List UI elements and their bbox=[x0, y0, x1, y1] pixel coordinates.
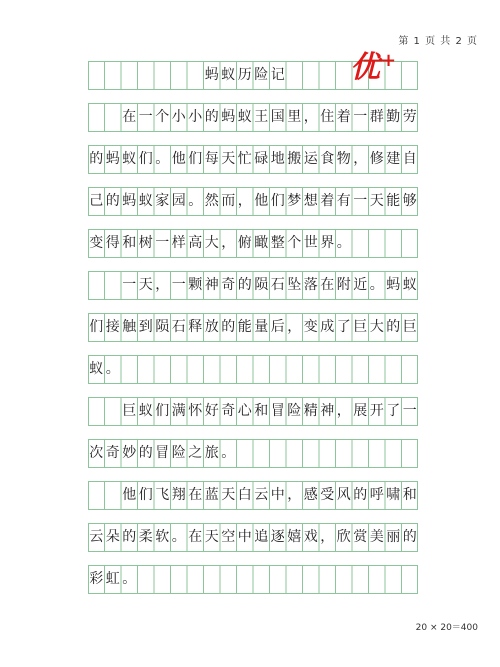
grid-char: 勤 bbox=[386, 109, 401, 125]
text-line bbox=[88, 481, 418, 509]
text-line bbox=[88, 397, 418, 425]
grid-char: 中 bbox=[270, 487, 285, 503]
grid-char: 小 bbox=[171, 109, 186, 125]
grid-char: 风 bbox=[336, 487, 351, 503]
grid-char: ， bbox=[287, 319, 302, 335]
grid-char: 陨 bbox=[155, 319, 170, 335]
grid-char: 蚁 bbox=[138, 193, 153, 209]
grid-char: 得 bbox=[105, 235, 120, 251]
grid-char: 奇 bbox=[221, 403, 236, 419]
grid-char: 之 bbox=[188, 445, 203, 461]
grid-char: 运 bbox=[303, 151, 318, 167]
grid-char: 王 bbox=[254, 109, 269, 125]
grid-char: 们 bbox=[138, 487, 153, 503]
grid-char: 了 bbox=[336, 319, 351, 335]
grid-char: 物 bbox=[336, 151, 351, 167]
grid-char: 。 bbox=[171, 529, 186, 545]
grid-char: 蚁 bbox=[138, 403, 153, 419]
grid-char: 神 bbox=[204, 277, 219, 293]
grid-char: 巨 bbox=[353, 319, 368, 335]
grid-char: 们 bbox=[188, 151, 203, 167]
grid-char: 的 bbox=[353, 487, 368, 503]
grid-char: ， bbox=[353, 151, 368, 167]
grid-char: 们 bbox=[270, 193, 285, 209]
grid-char: ， bbox=[155, 277, 170, 293]
grid-char: 。 bbox=[105, 361, 120, 377]
grid-char: 虹 bbox=[105, 571, 120, 587]
grid-char: 的 bbox=[89, 151, 104, 167]
grid-char: 蓝 bbox=[204, 487, 219, 503]
grid-char: 着 bbox=[320, 193, 335, 209]
grid-char: 一 bbox=[122, 277, 137, 293]
grid-char: 。 bbox=[369, 277, 384, 293]
grid-char: 样 bbox=[171, 235, 186, 251]
grid-char: 中 bbox=[237, 529, 252, 545]
text-line bbox=[88, 103, 418, 131]
grid-char: 在 bbox=[320, 277, 335, 293]
grid-char: 颗 bbox=[188, 277, 203, 293]
grid-char: ， bbox=[221, 235, 236, 251]
grid-char: 高 bbox=[188, 235, 203, 251]
text-line bbox=[88, 313, 418, 341]
grid-char: 里 bbox=[287, 109, 302, 125]
grid-char: 住 bbox=[320, 109, 335, 125]
grid-char: 蚂 bbox=[386, 277, 401, 293]
grid-char: 天 bbox=[221, 151, 236, 167]
grid-char: 险 bbox=[287, 403, 302, 419]
grid-char: 一 bbox=[138, 109, 153, 125]
grid-char: 们 bbox=[138, 151, 153, 167]
grid-char: 变 bbox=[89, 235, 104, 251]
grid-char: 神 bbox=[320, 403, 335, 419]
grid-char: 碌 bbox=[254, 151, 269, 167]
grid-char: 近 bbox=[353, 277, 368, 293]
grid-char: 有 bbox=[336, 193, 351, 209]
grid-char: 蚂 bbox=[204, 67, 219, 83]
grid-char: 大 bbox=[369, 319, 384, 335]
composition-grid-paper bbox=[88, 61, 418, 613]
text-line bbox=[88, 439, 418, 467]
grid-char: 接 bbox=[105, 319, 120, 335]
grid-char: 树 bbox=[138, 235, 153, 251]
grid-char: 逐 bbox=[270, 529, 285, 545]
grid-char: 然 bbox=[204, 193, 219, 209]
grid-char: 够 bbox=[402, 193, 417, 209]
grid-char: 和 bbox=[254, 403, 269, 419]
grid-char: 巨 bbox=[122, 403, 137, 419]
grid-char: 的 bbox=[122, 529, 137, 545]
text-line bbox=[88, 523, 418, 551]
grid-char: 食 bbox=[320, 151, 335, 167]
grid-char: 蚁 bbox=[402, 277, 417, 293]
grid-char: ， bbox=[320, 529, 335, 545]
grid-char: 旅 bbox=[204, 445, 219, 461]
grid-char: 个 bbox=[155, 109, 170, 125]
grid-char: 冒 bbox=[270, 403, 285, 419]
grid-char: 梦 bbox=[287, 193, 302, 209]
grid-char: 成 bbox=[320, 319, 335, 335]
grid-char: 每 bbox=[204, 151, 219, 167]
grid-char: 。 bbox=[221, 445, 236, 461]
grid-char: 和 bbox=[402, 487, 417, 503]
grid-char: 开 bbox=[369, 403, 384, 419]
grid-char: 天 bbox=[221, 487, 236, 503]
grid-char: 搬 bbox=[287, 151, 302, 167]
grid-char: 他 bbox=[254, 193, 269, 209]
grid-char: 他 bbox=[171, 151, 186, 167]
grade-mark-plus: + bbox=[381, 50, 397, 71]
text-line bbox=[88, 565, 418, 593]
grid-char: 啸 bbox=[386, 487, 401, 503]
grid-char: 修 bbox=[369, 151, 384, 167]
grid-char: 美 bbox=[369, 529, 384, 545]
grid-char: 呼 bbox=[369, 487, 384, 503]
grid-char: 冒 bbox=[155, 445, 170, 461]
grid-char: 彩 bbox=[89, 571, 104, 587]
grid-char: 朵 bbox=[105, 529, 120, 545]
grid-char: 欣 bbox=[336, 529, 351, 545]
grid-char: 而 bbox=[221, 193, 236, 209]
grid-char: 次 bbox=[89, 445, 104, 461]
grid-char: 翔 bbox=[171, 487, 186, 503]
grid-char: 赏 bbox=[353, 529, 368, 545]
grid-char: 戏 bbox=[303, 529, 318, 545]
text-line bbox=[88, 355, 418, 383]
grid-char: 自 bbox=[402, 151, 417, 167]
grid-char: 历 bbox=[237, 67, 252, 83]
grid-char: 险 bbox=[254, 67, 269, 83]
grid-char: 们 bbox=[155, 403, 170, 419]
grid-char: 天 bbox=[138, 277, 153, 293]
grid-char: 附 bbox=[336, 277, 351, 293]
grid-char: 丽 bbox=[386, 529, 401, 545]
grid-char: 满 bbox=[171, 403, 186, 419]
grid-char: 己 bbox=[89, 193, 104, 209]
grid-char: 石 bbox=[171, 319, 186, 335]
grid-char: 蚁 bbox=[89, 361, 104, 377]
grid-char: 俯 bbox=[237, 235, 252, 251]
grid-char: 蚁 bbox=[122, 151, 137, 167]
grid-char: 能 bbox=[386, 193, 401, 209]
grid-char: 地 bbox=[270, 151, 285, 167]
grid-char: 在 bbox=[122, 109, 137, 125]
text-line bbox=[88, 229, 418, 257]
grid-char: 界 bbox=[320, 235, 335, 251]
grid-char: 陨 bbox=[254, 277, 269, 293]
grid-char: 后 bbox=[270, 319, 285, 335]
grid-char: 蚁 bbox=[221, 67, 236, 83]
grid-char: 想 bbox=[303, 193, 318, 209]
grid-char: 瞰 bbox=[254, 235, 269, 251]
grid-char: 追 bbox=[254, 529, 269, 545]
text-line bbox=[88, 271, 418, 299]
grid-char: 飞 bbox=[155, 487, 170, 503]
grid-char: 白 bbox=[237, 487, 252, 503]
grid-char: 国 bbox=[270, 109, 285, 125]
grid-char: 险 bbox=[171, 445, 186, 461]
grade-mark bbox=[350, 52, 396, 83]
grid-char: 和 bbox=[122, 235, 137, 251]
grid-char: 空 bbox=[221, 529, 236, 545]
grid-char: 了 bbox=[386, 403, 401, 419]
grid-char: 量 bbox=[254, 319, 269, 335]
grid-char: 怀 bbox=[188, 403, 203, 419]
grid-char: 一 bbox=[353, 193, 368, 209]
grid-char: 。 bbox=[336, 235, 351, 251]
grid-char: 建 bbox=[386, 151, 401, 167]
text-line bbox=[88, 187, 418, 215]
grid-char: 在 bbox=[188, 487, 203, 503]
grid-char: 能 bbox=[237, 319, 252, 335]
grid-char: 的 bbox=[386, 319, 401, 335]
grid-char: 群 bbox=[369, 109, 384, 125]
grid-char: ， bbox=[336, 403, 351, 419]
grid-char: 们 bbox=[89, 319, 104, 335]
grid-char: 落 bbox=[303, 277, 318, 293]
grid-char: 石 bbox=[270, 277, 285, 293]
grid-char: ， bbox=[303, 109, 318, 125]
grid-char: 奇 bbox=[221, 277, 236, 293]
grid-char: 大 bbox=[204, 235, 219, 251]
grid-char: 蚂 bbox=[105, 151, 120, 167]
grid-char: 在 bbox=[188, 529, 203, 545]
grid-char: 放 bbox=[204, 319, 219, 335]
grid-char: 天 bbox=[369, 193, 384, 209]
grid-char: 记 bbox=[270, 67, 285, 83]
grid-char: 蚂 bbox=[122, 193, 137, 209]
grid-char: 园 bbox=[171, 193, 186, 209]
grid-char: 忙 bbox=[237, 151, 252, 167]
grid-char: 蚁 bbox=[237, 109, 252, 125]
grid-char: 一 bbox=[353, 109, 368, 125]
grade-mark-text: 优 bbox=[350, 50, 380, 85]
grid-char: 的 bbox=[402, 529, 417, 545]
grid-char: 云 bbox=[89, 529, 104, 545]
grid-char: 释 bbox=[188, 319, 203, 335]
grid-char: 柔 bbox=[138, 529, 153, 545]
grid-char: 受 bbox=[320, 487, 335, 503]
grid-char: 的 bbox=[237, 277, 252, 293]
grid-char: 软 bbox=[155, 529, 170, 545]
grid-char: 巨 bbox=[402, 319, 417, 335]
grid-char: 云 bbox=[254, 487, 269, 503]
grid-char: 精 bbox=[303, 403, 318, 419]
grid-char: 的 bbox=[204, 109, 219, 125]
grid-char: 到 bbox=[138, 319, 153, 335]
grid-char: 劳 bbox=[402, 109, 417, 125]
grid-char: ， bbox=[287, 487, 302, 503]
grid-char: 的 bbox=[221, 319, 236, 335]
grid-char: 着 bbox=[336, 109, 351, 125]
grid-char: 感 bbox=[303, 487, 318, 503]
text-line bbox=[88, 145, 418, 173]
grid-char: 他 bbox=[122, 487, 137, 503]
grid-char: 个 bbox=[287, 235, 302, 251]
grid-char: 蚂 bbox=[221, 109, 236, 125]
grid-char: 奇 bbox=[105, 445, 120, 461]
grid-char: 触 bbox=[122, 319, 137, 335]
grid-char: 妙 bbox=[122, 445, 137, 461]
grid-char: 。 bbox=[122, 571, 137, 587]
grid-char: 一 bbox=[402, 403, 417, 419]
grid-char: 的 bbox=[105, 193, 120, 209]
grid-char: 。 bbox=[188, 193, 203, 209]
grid-char: 天 bbox=[204, 529, 219, 545]
grid-char: 整 bbox=[270, 235, 285, 251]
grid-char: 一 bbox=[155, 235, 170, 251]
grid-char: 小 bbox=[188, 109, 203, 125]
grid-char: 变 bbox=[303, 319, 318, 335]
grid-char: 家 bbox=[155, 193, 170, 209]
grid-char: 心 bbox=[237, 403, 252, 419]
grid-char: 一 bbox=[171, 277, 186, 293]
grid-char: 的 bbox=[138, 445, 153, 461]
grid-char: 好 bbox=[204, 403, 219, 419]
grid-char: ， bbox=[237, 193, 252, 209]
grid-char: 嬉 bbox=[287, 529, 302, 545]
grid-spec-footer: 20 × 20＝400 bbox=[415, 623, 478, 633]
grid-char: 世 bbox=[303, 235, 318, 251]
grid-char: 。 bbox=[155, 151, 170, 167]
page-number-header: 第 1 页 共 2 页 bbox=[398, 36, 478, 47]
grid-char: 展 bbox=[353, 403, 368, 419]
grid-char: 坠 bbox=[287, 277, 302, 293]
